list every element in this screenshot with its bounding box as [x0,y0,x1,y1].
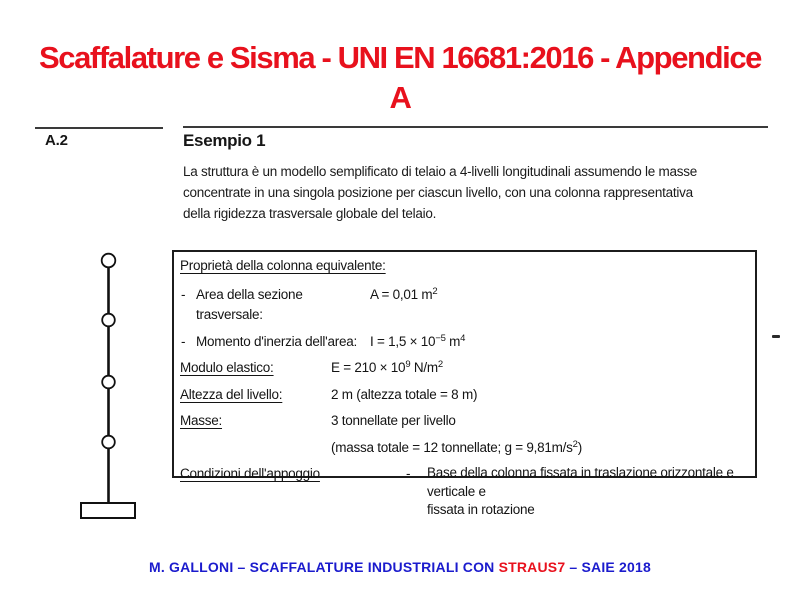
intro-paragraph [183,161,783,224]
row-bullet: - [181,287,186,302]
section-number-rule [35,127,163,129]
row-label: Condizioni dell'appoggio [180,466,320,481]
properties-title: Proprietà della colonna equivalente: [180,258,386,273]
row-value: $E = 210 \times 10^9$ $N/m^2$ [331,359,443,375]
slide-title [0,38,800,118]
table-row [180,411,749,431]
row-label: Modulo elastico: [180,360,274,375]
table-row [180,285,749,325]
intro-line: concentrate in una singola posizione per ciascun livello, con una colonna rappresentativa [183,185,693,200]
intro-line: La struttura è un modello semplificato di telaio a 4-livelli longitudinali assumendo le masse [183,164,698,179]
intro-line: della rigidezza trasversale globale del telaio. [183,206,437,221]
row-label: Momento d'inerzia dell'area: [196,333,357,349]
row-value: $I = 1,5 \times 10^{-5}$ $m^4$ [370,332,466,349]
row-value: Base della colonna fissata in traslazione orizzontale e verticale e fissata in rotazione [427,465,734,517]
row-value: 3 tonnellate per livello [331,413,456,428]
table-row [180,438,749,458]
slide-footer: M. GALLONI – SCAFFALATURE INDUSTRIALI CON STRAUS7 – SAIE 2018 [148,559,651,575]
row-bullet: - [181,333,186,349]
mass-node-level-1 [102,436,115,449]
row-value: 2 m (altezza totale = 8 m) [331,386,478,402]
row-label: Masse: [180,413,223,428]
section-number: A.2 [45,132,68,149]
row-value: (massa totale = 12 tonnellate; $g = 9,81m/s^2$) [331,438,582,455]
slide-title-line-2: A [389,80,411,115]
mass-node-level-4 [102,254,116,268]
slide-title-line-1: Scaffalature e Sisma - UNI EN 16681:2016 - Appendice [38,40,762,75]
column-model-drawing [60,240,170,530]
table-row [180,464,749,520]
fixed-base [81,503,135,518]
row-label: Area della sezione trasversale: [196,287,303,322]
row-dash: - [406,466,411,481]
row-value: A = 0,01 $m^2$ [370,286,438,302]
column-model-figure [60,240,170,530]
scan-artifact-mark [772,335,780,338]
table-row [180,332,749,352]
column-properties-box [172,250,757,517]
row-label: Altezza del livello: [180,386,283,402]
mass-node-level-3 [102,314,115,327]
mass-node-level-2 [102,376,115,389]
section-heading: Esempio 1 [183,131,266,150]
section-heading-rule [183,126,768,128]
table-row [180,385,749,405]
table-row [180,358,749,378]
